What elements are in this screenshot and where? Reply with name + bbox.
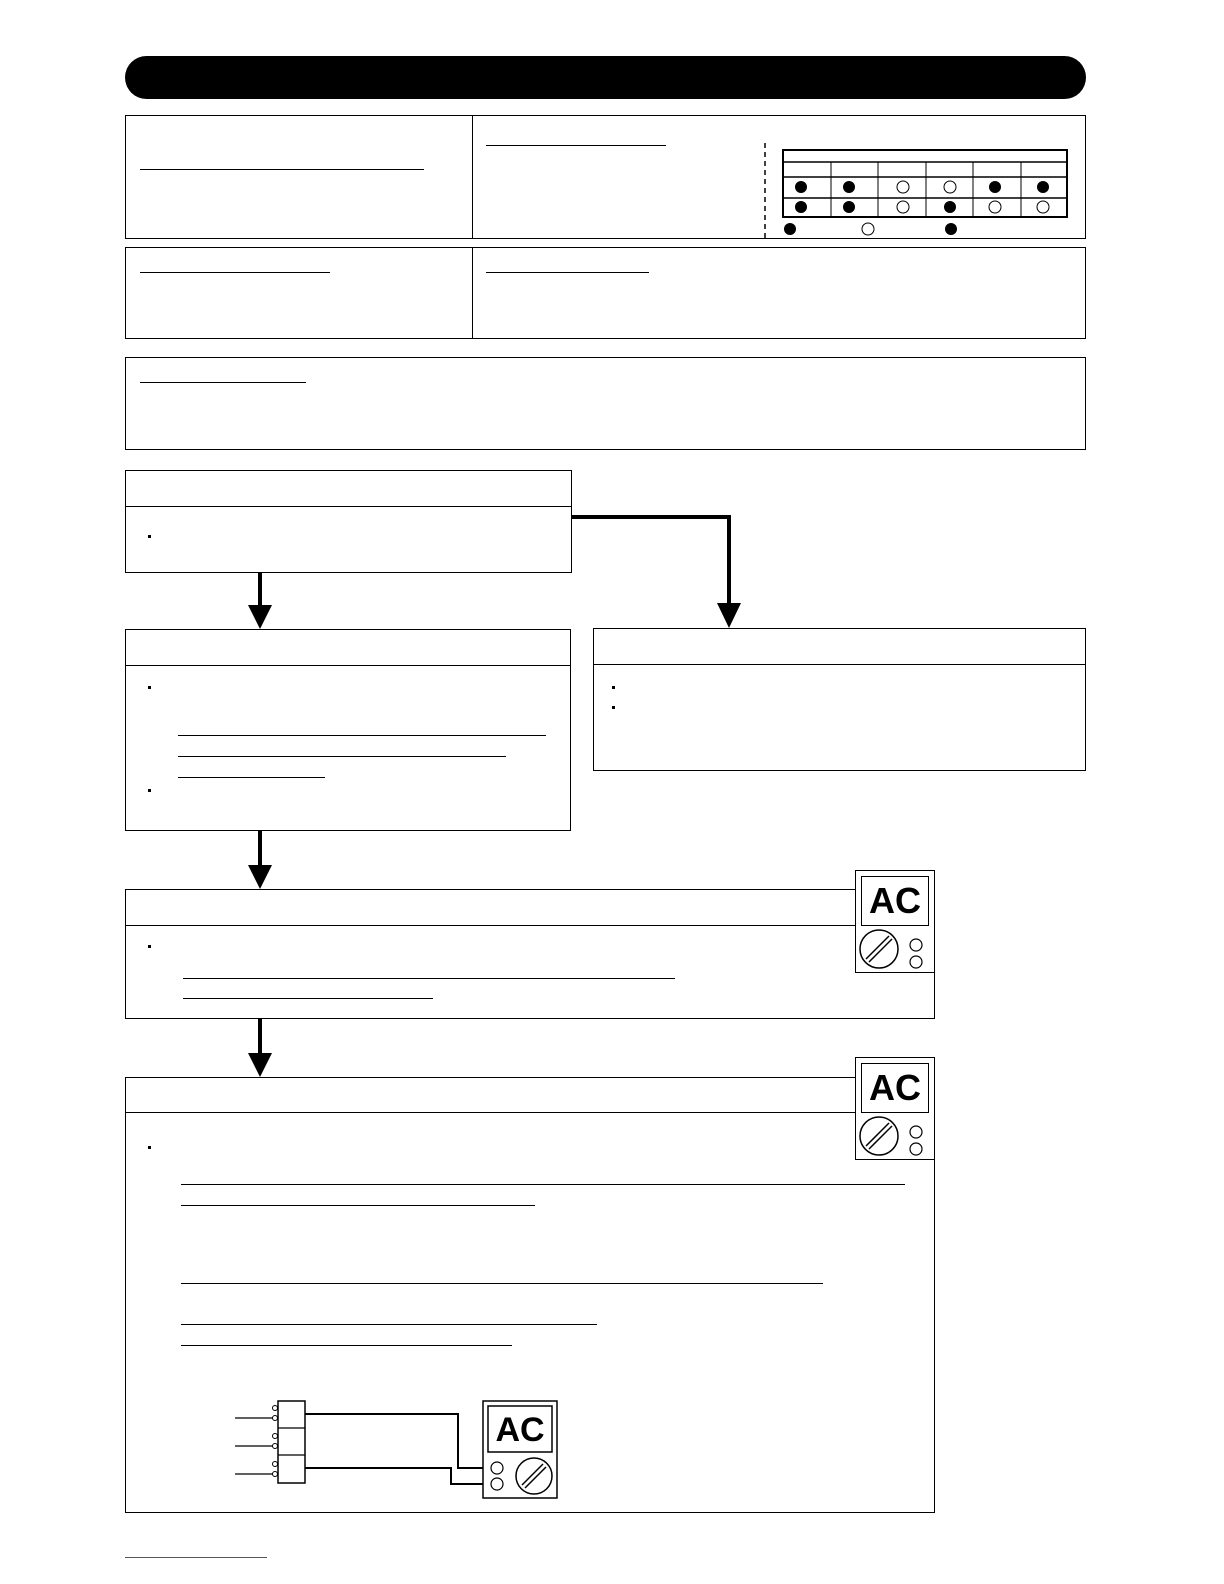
ac-meter-2-display: AC: [861, 1063, 929, 1113]
ac-meter-1-dial: [860, 930, 898, 968]
connector-pin-4: [273, 1444, 278, 1449]
ac-meter-1-jack-1: [910, 939, 922, 951]
connector-pin-2: [273, 1416, 278, 1421]
arrow-head-step1-to-step2b: [717, 603, 741, 628]
connector-block: [278, 1401, 305, 1483]
ac-meter-icon-1: [855, 870, 935, 973]
ac-meter-2-jack-1: [910, 1126, 922, 1138]
wiring-ac-meter-jack-2: [491, 1478, 503, 1490]
ac-meter-2-dial: [860, 1117, 898, 1155]
connector-wiring-diagram: [225, 1395, 565, 1505]
wiring-ac-meter-display: AC: [495, 1411, 545, 1449]
ac-meter-1-jack-2: [910, 956, 922, 968]
connector-pin-6: [273, 1472, 278, 1477]
arrow-head-step3-to-step4: [248, 1053, 272, 1077]
connector-pin-1: [273, 1406, 278, 1411]
connector-pin-5: [273, 1462, 278, 1467]
connector-pin-3: [273, 1434, 278, 1439]
ac-meter-icon-2: [855, 1057, 935, 1160]
wiring-ac-meter-dial: [516, 1458, 552, 1494]
ac-meter-2-jack-2: [910, 1143, 922, 1155]
arrow-head-step2a-to-step3: [248, 865, 272, 889]
footer-link-underline[interactable]: [125, 1557, 267, 1558]
wiring-ac-meter-jack-1: [491, 1462, 503, 1474]
arrow-head-step1-to-step2a: [248, 605, 272, 629]
ac-meter-1-display: AC: [861, 876, 929, 926]
